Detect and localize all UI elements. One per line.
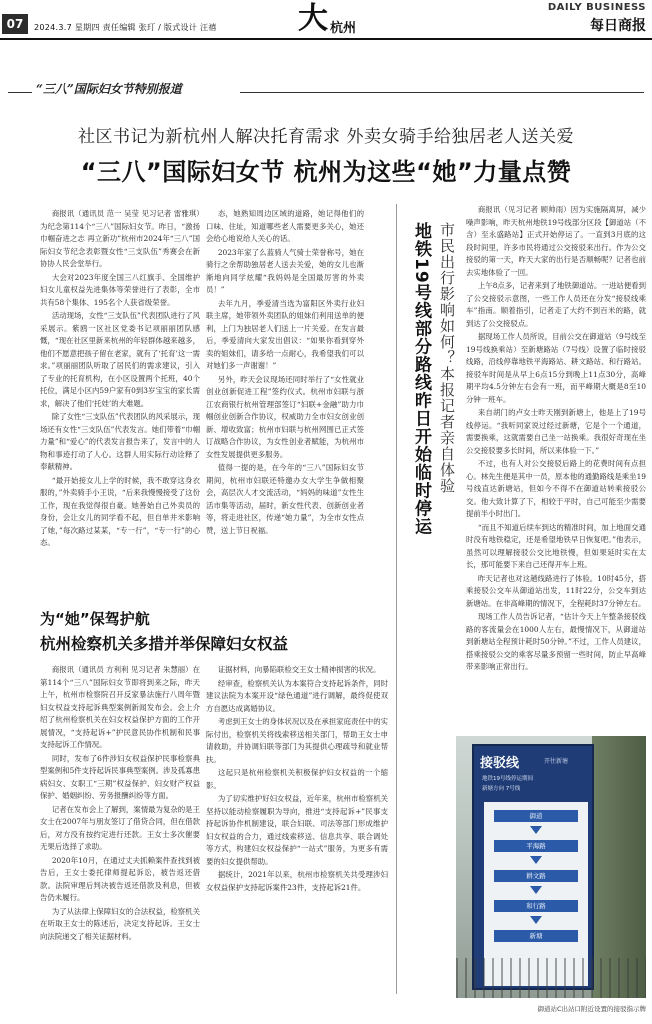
section-rule-left <box>8 92 32 93</box>
photo-caption: 御道站C出站口附近设置的接驳指示牌 <box>537 1005 646 1013</box>
sign-title: 接驳线 <box>480 756 520 771</box>
paragraph: 商报讯（通讯员 范一 吴莹 见习记者 雷雅琪）为纪念第114个“三八”国际妇女节。昨日，“激扬巾帼奋进之志 再立新功”杭州市2024年“三八”国际妇女节纪念表彰暨女性“三支队伍”秀赛会在新协协人民会堂举行。 <box>40 209 200 268</box>
paragraph: 不过，也有人对公交接驳后路上的花费时间有点担心。林先生便是其中一员，原本他的通勤路线是乘坐19号线直达新塘站，但如今不得不在御道站转乘接驳公交。他大致计算了下，相较于平时，自己可能至少需要提前半小时出门。 <box>466 459 646 518</box>
sign-subtitle-2: 新塘方向 7号线 <box>482 786 521 792</box>
page-number: 07 <box>2 14 28 34</box>
article3-vertical-headline <box>404 222 460 552</box>
paragraph: 态，她熟知周边区域的道路，她记得他们的口味、住址，知道哪些老人需要更多关心，她还会给心地说给人关心的话。 <box>206 209 364 243</box>
issue-line: 2024.3.7 星期四 责任编辑 张玎 / 版式设计 汪禧 <box>34 23 217 32</box>
paragraph: 据现场工作人员所说，目前公交在御道站（9号线至19号线换乘站）至新塘路站（7号线）设置了临时接驳线路，沿线停靠地铁平海路站、耕文路站、和行路站。接驳车时间是从早上6点15分到晚上11点30分，高峰期平均4.5分钟左右会有一班，而平峰期大概是8至10分钟一班车。 <box>466 332 646 404</box>
route-stop: 新塘 <box>494 930 578 942</box>
news-photo <box>456 736 646 998</box>
paragraph: 这起只是杭州检察机关积极保护妇女权益的一个缩影。 <box>206 768 388 790</box>
shuttle-sign <box>472 744 594 990</box>
paragraph: 为了从法律上保障妇女的合法权益，检察机关在听取王女士的陈述后，决定支持起诉。王女士向法院递交了相关证据材料。 <box>40 906 200 941</box>
paragraph: 现场工作人员告诉记者，“估计今天上午整条接驳线路的客流量会在1000人左右，最慢情况下，从御道站到新塘站全程预计耗时50分钟。”不过，工作人员建议，搭乘接驳公交的乘客尽量多预留一些时间，防止早高峰带来影响正常出行。 <box>466 612 646 671</box>
paragraph: 2020年10月，在通过丈夫抓赖案件查找到被告后，王女士委托律师提起诉讼，被告返还借款。法院审理后判决被告返还借款及利息，但被告仍未履行。 <box>40 855 200 902</box>
paragraph: 来自胡门的卢女士昨天刚到新塘上，他是上了19号线停运。“我听同家说过经过新塘，它是个一个通道，需要换乘，这就需要自己坐一站换乘。我很好奇现在坐公交接驳要多长时间，所以来体验一下。” <box>466 408 646 455</box>
section-label: “三八”国际妇女节特别报道 <box>36 82 182 96</box>
article1-headline: “三八”国际妇女节 杭州为这些“她”力量点赞 <box>80 158 572 186</box>
paragraph: “最开始接女儿上学的时候，我不敢穿这身衣服的，”外卖骑手小王说，“后来我慢慢接受了这份工作，现在我觉得很自豪。她善始自己外卖员的身份，会让女儿的同学看不起，但自单井米影响了她，”每次路过某某，“专一行”，“专一行”的心态。 <box>40 475 200 547</box>
paragraph: 记者在发布会上了解到，案情最为复杂的是王女士在2007年与朋友签订了借贷合同，但在借款后，对方没有按约定进行还款。王女士多次催要无果后选择了求助。 <box>40 804 200 851</box>
section-glyph: 大 <box>298 1 328 36</box>
paragraph: 经审查，检察机关认为本案符合支持起诉条件，同时建议法院为本案开设“绿色通道”进行调解，最终促使双方自愿达成离婚协议。 <box>206 678 388 713</box>
paragraph: 商报讯（见习记者 顾帅雨）因为实施隔离屏，减少噪声影响，昨天杭州地铁19号线部分区段【御道站（不含）至永盛路站】正式开始停运了。一直到3月底的这段时间里，许多市民将通过公交接驳来出行。作为公交接驳的第一天，昨天大家的出行是否顺畅呢？记者也前去实地体验了一回。 <box>466 205 646 277</box>
article3-column <box>466 204 646 732</box>
paragraph: 证据材料，向暴陷联检交王女士精神损害的状况。 <box>217 665 381 674</box>
down-arrow-icon <box>530 886 542 894</box>
route-stop: 和行路 <box>494 900 578 912</box>
article2-subhead-line1: 为“她”保驾护航 <box>40 610 150 628</box>
article2-subhead-line2: 杭州检察机关多措并举保障妇女权益 <box>40 635 289 653</box>
article2-column-1 <box>40 664 200 1004</box>
paragraph: 另外，昨天会议现场还同时举行了“女性就业创业创新促进工程”签约仪式。杭州市妇联与浙江农商银行杭州管理部签订“妇联+金融”助力巾帼创业创新合作协议，权威助力全市妇女创业创新、增收致富；杭州市妇联与杭州网围已正式签订战略合作协议，为女性创业者赋能，为杭州市女性发展提供更多服务。 <box>206 374 364 459</box>
paragraph: 上午8点多，记者来到了地铁御道站。一进站便看到了公交接驳示意图，一些工作人员还在分发“接驳线乘车”指南。顺着指引，记者走了大约不到百米的路，就到达了公交接驳点。 <box>466 281 646 328</box>
route-stop: 耕文路 <box>494 870 578 882</box>
article1-kicker: 社区书记为新杭州人解决托育需求 外卖女骑手给独居老人送关爱 <box>78 127 574 147</box>
article1-column-1 <box>40 208 200 598</box>
article2-column-2 <box>206 664 388 1004</box>
down-arrow-icon <box>530 856 542 864</box>
paragraph: 去年九月，季爱清当选为富阳区外卖行业妇联主席，她带领外卖团队的姐妹们利用送单的便利，上门为独居老人们送上一片关爱。在发言最后，季爱清向大家发出倡议：“如果你看到穿外卖的姐妹们，请多给一点耐心，我希望我们可以对她们多一声谢谢！” <box>206 298 364 370</box>
route-stop: 御道 <box>494 810 578 822</box>
article1-column-2 <box>206 208 364 598</box>
article3-vertical-main: 地铁19号线部分路线昨日开始临时停运 <box>411 222 431 536</box>
paragraph: 2023年家了么蓝骑人气骑士荣誉称号，她在骑行之余帮助独居老人送去关爱，她的女儿也渐渐地向同学炫耀“我妈妈是全国最厉害的外卖员！” <box>206 247 364 294</box>
down-arrow-icon <box>530 916 542 924</box>
route-stop: 平海路 <box>494 840 578 852</box>
sign-tag: 开往新塘 <box>544 758 569 765</box>
railing-illustration <box>456 958 646 998</box>
paragraph: 同时，发布了6件涉妇女权益保护民事检察典型案例和5件支持起诉民事典型案例。涉及孤寡患病妇女、女职工“三期”权益保护、妇女财产权益保护、婚姻纠纷、劳务报酬纠纷等方面。 <box>40 753 200 800</box>
paragraph: 大会对2023年度全国三八红旗手、全国维护妇女儿童权益先进集体等荣誉进行了表彰，全市共有58个集体、195名个人获省级荣誉。 <box>40 272 200 307</box>
column-divider <box>396 204 397 994</box>
section-city: 杭州 <box>330 21 357 36</box>
paragraph: 为了切实维护好妇女权益，近年来，杭州市检察机关坚持以能动检察履职为导向，推进“支持起诉+”民事支持起诉协作机制建设，联合妇联、司法等部门形成维护妇女权益的合力，通过线索移送、信息共享、联合调处等方式，构建妇女权益保护“一站式”服务，为更多有需要的妇女提供帮助。 <box>206 794 388 866</box>
sign-subtitle-1: 地铁19号线停运期间 <box>482 776 533 782</box>
masthead <box>0 0 652 40</box>
paragraph: “而且不知道后续车到达的精准时间，加上地面交通时没有地铁稳定，还是希望地铁早日恢复吧。”他表示，虽然可以理解接驳公交比地铁慢，但如果延时实在太长，那可能要下来自己还得开车上班。 <box>466 522 646 569</box>
paragraph: 除了女性“三支队伍”代表团队的风采展示，现场还有女性“三支队伍”代表发言。她们带着“巾帼力量”和“爱心”的代表发言报告来了，发言中的人物和事迹打动了人心。这群人用实际行动诠释了奉献精神。 <box>40 412 200 471</box>
paragraph: 据统计，2021年以来，杭州市检察机关共受理涉妇女权益保护支持起诉案件23件，支持起诉21件。 <box>206 870 388 892</box>
paragraph: 考虑到王女士的身体状况以及在承担家庭责任中的实际付出，检察机关将线索移送相关部门，帮助王女士申请救助，并协调妇联等部门为其提供心理疏导和就业帮扶。 <box>206 717 388 764</box>
article3-vertical-subhead: 市民出行影响如何？本报记者亲自体验 <box>438 222 456 494</box>
down-arrow-icon <box>530 826 542 834</box>
paragraph: 值得一提的是，在今年的“三八”国际妇女节期间，杭州市妇联还特邀办女大学生争做相聚会，高层次人才交流活动，“妈妈的味道”女性生活市集等活动，届时，新女性代表、创新创业者等，将走进社区，传递“她力量”，为全市女性点赞，送上节日祝福。 <box>206 463 364 535</box>
paragraph: 活动现场，女性“三支队伍”代表团队进行了风采展示。紫鸥一区社区党委书记项丽丽团队感慨，“现在社区里新来杭州的年轻群体越来越多，他们不愿意把孩子留在老家，就有了‘托育’这一需求。”项丽丽团队听取了居民们的需求建议，引入了专业的托育机构，在小区设置两个托班，40个托位，满足小区内59户家有0到3岁宝宝的家长需求，解决了他们‘托娃’的大难题。 <box>40 311 200 408</box>
paragraph: 商报讯（通讯员 方利利 见习记者 朱慧丽）在第114个“三八”国际妇女节即将到来之际，昨天上午，杭州市检察院召开反家暴法施行八周年暨妇女权益支持起诉典型案例新闻发布会。会上介绍了杭州检察机关在妇女权益保护方面的工作开展情况，“支持起诉+”护民意民协作机制和民事支持起诉工作情况。 <box>40 665 200 749</box>
brand-chinese: 每日商报 <box>590 18 646 34</box>
brand-english: DAILY BUSINESS <box>547 2 646 13</box>
section-rule-right <box>240 92 644 93</box>
paragraph: 昨天记者也对这趟线路进行了体验。10时45分，搭乘接驳公交车从御道站出发，11时22分，公交车到达新塘站。在非高峰期的情况下，全程耗时37分钟左右。 <box>466 573 646 608</box>
